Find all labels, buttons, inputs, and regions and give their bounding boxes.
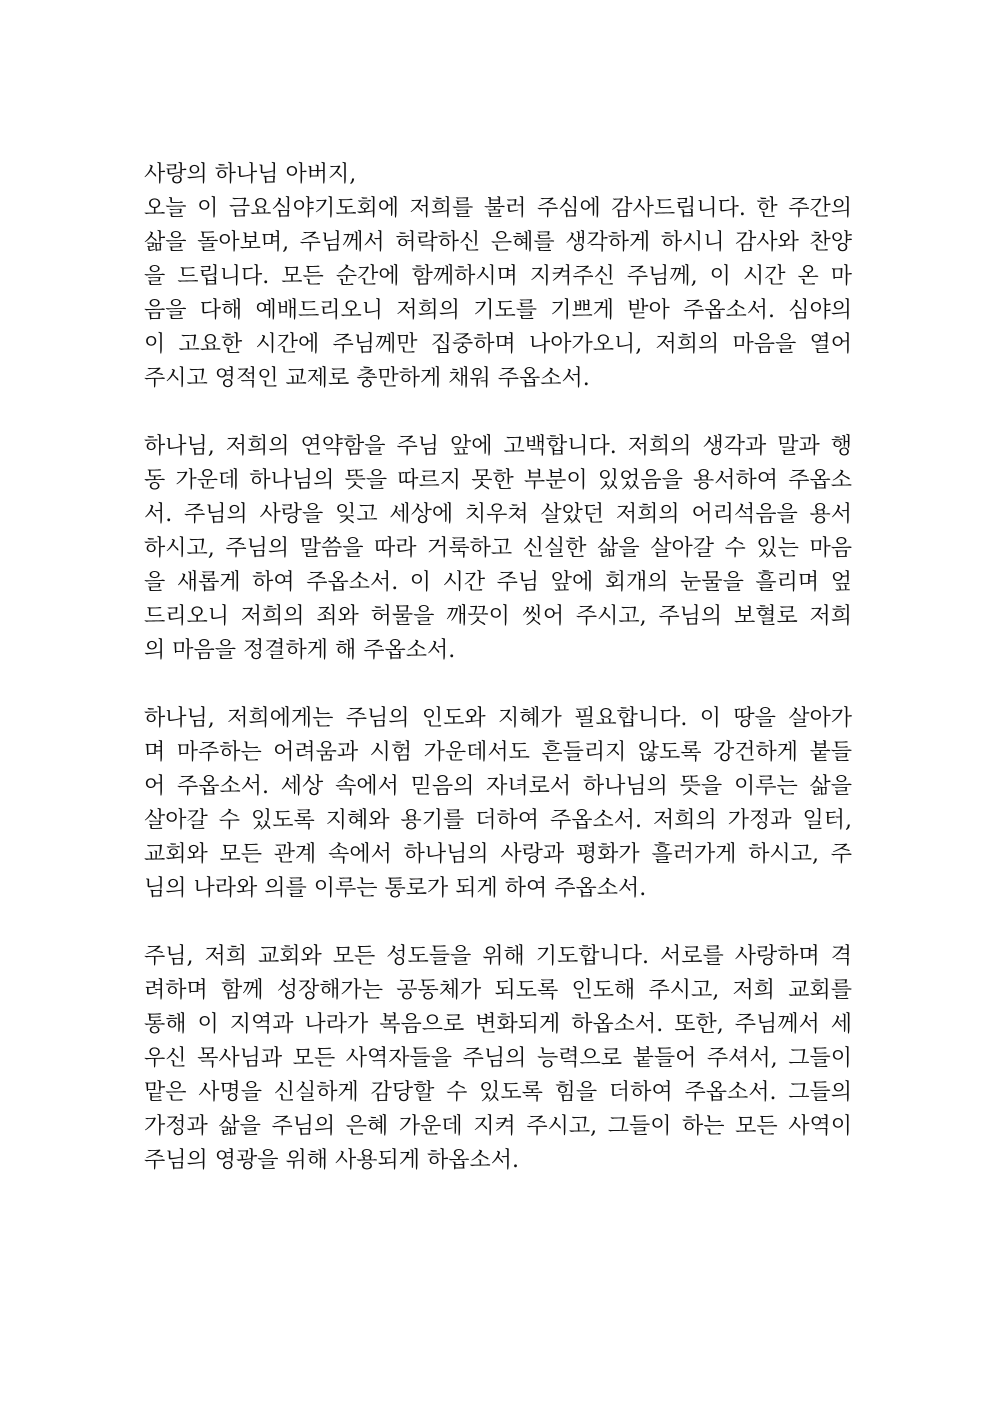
paragraph-3 [144,702,852,906]
text-line: 맡은 사명을 신실하게 감당할 수 있도록 힘을 더하여 주옵소서. 그들의 [144,1080,852,1105]
text-line: 가정과 삶을 주님의 은혜 가운데 지켜 주시고, 그들이 하는 모든 사역이 [144,1114,852,1139]
document-body [144,158,852,1212]
text-line: 음을 다해 예배드리오니 저희의 기도를 기쁘게 받아 주옵소서. 심야의 [144,298,852,323]
text-line: 의 마음을 정결하게 해 주옵소서. [144,638,456,663]
paragraph-4 [144,940,852,1178]
text-line: 어 주옵소서. 세상 속에서 믿음의 자녀로서 하나님의 뜻을 이루는 삶을 [144,774,852,799]
paragraph-1 [144,158,852,396]
text-line: 주님의 영광을 위해 사용되게 하옵소서. [144,1148,519,1173]
text-line: 동 가운데 하나님의 뜻을 따르지 못한 부분이 있었음을 용서하여 주옵소 [144,468,852,493]
text-line: 하시고, 주님의 말씀을 따라 거룩하고 신실한 삶을 살아갈 수 있는 마음 [144,536,852,561]
text-line: 님의 나라와 의를 이루는 통로가 되게 하여 주옵소서. [144,876,647,901]
text-line: 주님, 저희 교회와 모든 성도들을 위해 기도합니다. 서로를 사랑하며 격 [144,944,852,969]
text-line: 삶을 돌아보며, 주님께서 허락하신 은혜를 생각하게 하시니 감사와 찬양 [144,230,852,255]
text-line: 오늘 이 금요심야기도회에 저희를 불러 주심에 감사드립니다. 한 주간의 [144,196,852,221]
text-line: 주시고 영적인 교제로 충만하게 채워 주옵소서. [144,366,590,391]
text-line: 사랑의 하나님 아버지, [144,162,357,187]
text-line: 을 드립니다. 모든 순간에 함께하시며 지켜주신 주님께, 이 시간 온 마 [144,264,852,289]
text-line: 며 마주하는 어려움과 시험 가운데서도 흔들리지 않도록 강건하게 붙들 [144,740,852,765]
text-line: 하나님, 저희에게는 주님의 인도와 지혜가 필요합니다. 이 땅을 살아가 [144,706,852,731]
text-line: 통해 이 지역과 나라가 복음으로 변화되게 하옵소서. 또한, 주님께서 세 [144,1012,852,1037]
text-line: 살아갈 수 있도록 지혜와 용기를 더하여 주옵소서. 저희의 가정과 일터, [144,808,852,833]
text-line: 이 고요한 시간에 주님께만 집중하며 나아가오니, 저희의 마음을 열어 [144,332,852,357]
text-line: 드리오니 저희의 죄와 허물을 깨끗이 씻어 주시고, 주님의 보혈로 저희 [144,604,852,629]
text-line: 교회와 모든 관계 속에서 하나님의 사랑과 평화가 흘러가게 하시고, 주 [144,842,852,867]
text-line: 서. 주님의 사랑을 잊고 세상에 치우쳐 살았던 저희의 어리석음을 용서 [144,502,852,527]
text-line: 려하며 함께 성장해가는 공동체가 되도록 인도해 주시고, 저희 교회를 [144,978,852,1003]
text-line: 하나님, 저희의 연약함을 주님 앞에 고백합니다. 저희의 생각과 말과 행 [144,434,852,459]
paragraph-2 [144,430,852,668]
text-line: 을 새롭게 하여 주옵소서. 이 시간 주님 앞에 회개의 눈물을 흘리며 엎 [144,570,852,595]
text-line: 우신 목사님과 모든 사역자들을 주님의 능력으로 붙들어 주셔서, 그들이 [144,1046,852,1071]
